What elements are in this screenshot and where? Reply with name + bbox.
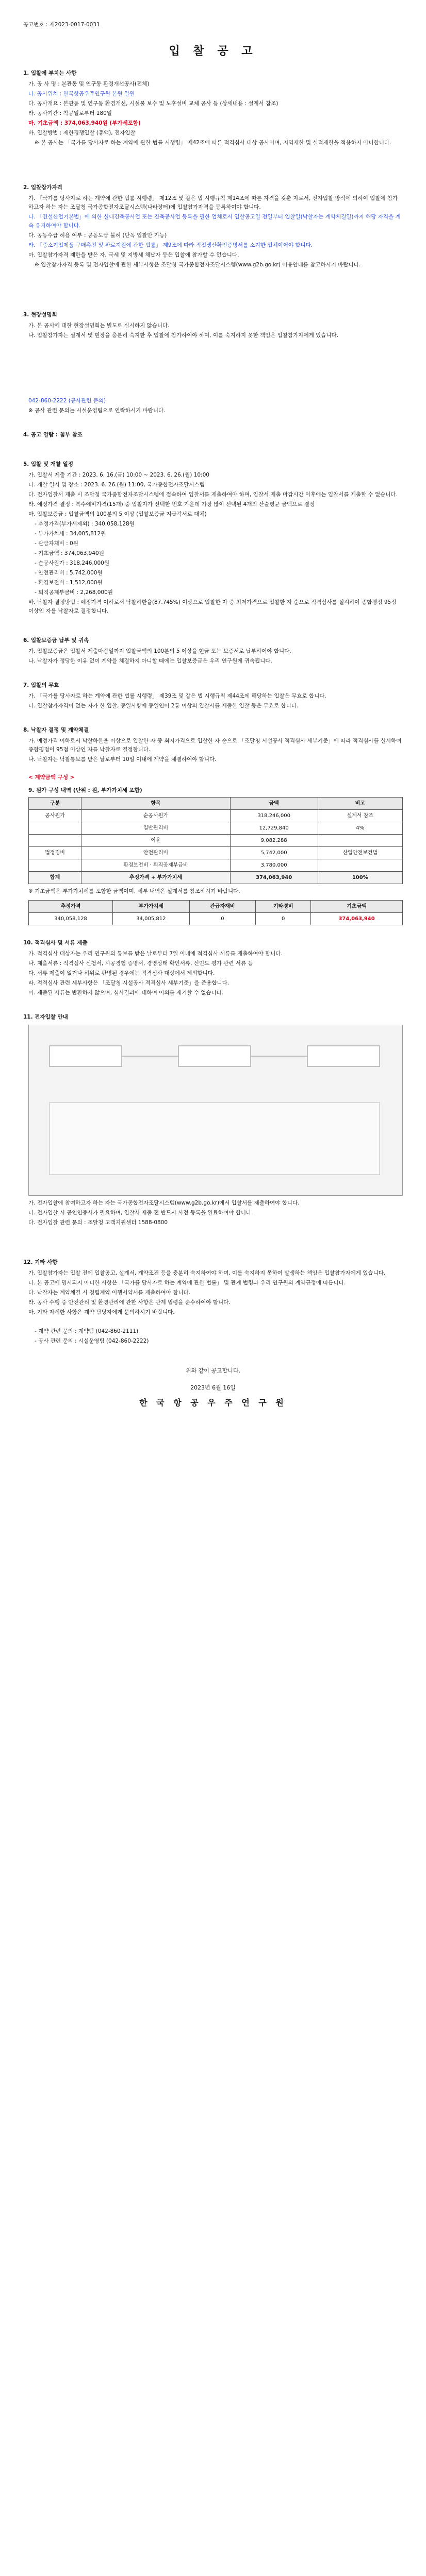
sec7-line: 가. 「국가를 당사자로 하는 계약에 관한 법률 시행령」 제39조 및 같은 법 시행규칙 제44조에 해당하는 입찰은 무효로 합니다.: [28, 693, 326, 699]
sec5-amount: - 추정가격(부가세제외) : 340,058,128원: [35, 521, 135, 527]
table-cell: 환경보전비 · 퇴직공제부금비: [81, 859, 230, 872]
table-row: [29, 847, 403, 859]
sec5-amount: - 퇴직공제부금비 : 2,268,000원: [35, 589, 113, 596]
summary-cell: 340,058,128: [29, 913, 113, 925]
section-12-title: 12. 기타 사항: [23, 1259, 58, 1265]
sec5-amount: - 부가가치세 : 34,005,812원: [35, 531, 106, 537]
section-2-title: 2. 입찰참가자격: [23, 184, 62, 191]
sec1-line: 다. 공사개요 : 본관동 및 연구동 환경개선, 시설물 보수 및 노후설비 교체 공사 등 (상세내용 : 설계서 참조): [28, 100, 278, 107]
section-7-title: 7. 입찰의 무효: [23, 682, 59, 688]
table-cell: 추정가격 + 부가가치세: [81, 872, 230, 884]
table-header: 구분: [29, 798, 81, 810]
sec12-contact: - 공사 관련 문의 : 시설운영팀 (042-860-2222): [35, 1338, 149, 1344]
sec2-line: 가. 「국가를 당사자로 하는 계약에 관한 법률 시행령」 제12조 및 같은 법 시행규칙 제14조에 따른 자격을 갖춘 자로서, 전자입찰 방식에 의하여 입찰에 참가하고자 하는 자는 조달청 국가종합전자조달시스템(나라장터)에 입찰참가자격을 등록하여야 합니다.: [28, 195, 398, 210]
section-4-title: 4. 공고 열람 : 첨부 참조: [23, 432, 83, 438]
table-row: [29, 835, 403, 847]
summary-cell: 0: [256, 913, 311, 925]
table-cell: 일반관리비: [81, 822, 230, 835]
table-cell: 합계: [29, 872, 81, 884]
sec5-amount: - 순공사원가 : 318,246,000원: [35, 560, 109, 566]
summary-cell: 34,005,812: [112, 913, 189, 925]
sec12-line: 라. 공사 수행 중 안전관리 및 환경관리에 관한 사항은 관계 법령을 준수하여야 합니다.: [28, 1299, 231, 1306]
sec11-line: 가. 전자입찰에 참여하고자 하는 자는 국가종합전자조달시스템(www.g2b.go.kr)에서 입찰서를 제출하여야 합니다.: [28, 1200, 300, 1206]
table-cell: 이윤: [81, 835, 230, 847]
sec1-line: 마. 기초금액 : 374,063,940원 (부가세포함): [28, 120, 141, 126]
section-1-title: 1. 입찰에 부치는 사항: [23, 70, 77, 76]
section-3-title: 3. 현장설명회: [23, 312, 57, 318]
sec3-line: 나. 입찰참가자는 설계서 및 현장을 충분히 숙지한 후 입찰에 참가하여야 하며, 이를 숙지하지 못한 책임은 입찰참가자에게 있습니다.: [28, 332, 338, 338]
cost-table: [28, 797, 403, 884]
summary-header: 관급자재비: [189, 901, 256, 913]
sec10-line: 마. 제출된 서류는 반환하지 않으며, 심사결과에 대하여 이의를 제기할 수 없습니다.: [28, 990, 224, 996]
sec5-line: 나. 개찰 일시 및 장소 : 2023. 6. 26.(월) 11:00, 국가종합전자조달시스템: [28, 482, 205, 488]
table-header-row: [29, 798, 403, 810]
cost-table-title: 9. 원가 구성 내역 (단위 : 원, 부가가치세 포함): [28, 787, 142, 793]
table-cell: [29, 859, 81, 872]
sec10-line: 라. 적격심사 관련 세부사항은 「조달청 시설공사 적격심사 세부기준」을 준용합니다.: [28, 980, 230, 986]
sec8-line: 가. 예정가격 이하로서 낙찰하한율 이상으로 입찰한 자 중 최저가격으로 입찰한 자 순으로 「조달청 시설공사 적격심사 세부기준」에 따라 적격심사를 실시하여 종합평점이 95점 이상인 자를 낙찰자로 결정합니다.: [28, 738, 402, 753]
sec2-line: 마. 입찰참가자격 제한을 받은 자, 국세 및 지방세 체납자 등은 입찰에 참가할 수 없습니다.: [28, 252, 239, 258]
table-cell: 100%: [318, 872, 402, 884]
table-cell: 순공사원가: [81, 810, 230, 822]
sec12-line: 나. 본 공고에 명시되지 아니한 사항은 「국가를 당사자로 하는 계약에 관한 법률」 및 관계 법령과 우리 연구원의 계약규정에 따릅니다.: [28, 1280, 346, 1286]
sec12-line: 가. 입찰참가자는 입찰 전에 입찰공고, 설계서, 계약조건 등을 충분히 숙지하여야 하며, 이를 숙지하지 못하여 발생하는 책임은 입찰참가자에게 있습니다.: [28, 1270, 386, 1276]
sec5-line: 다. 전자입찰서 제출 시 조달청 국가종합전자조달시스템에 접속하여 입찰서를 제출하여야 하며, 입찰서 제출 마감시간 이후에는 입찰서를 제출할 수 없습니다.: [28, 492, 398, 498]
summary-header: 기타경비: [256, 901, 311, 913]
table-cell: 안전관리비: [81, 847, 230, 859]
table-cell: 9,082,288: [230, 835, 318, 847]
sec1-line: 나. 공사위치 : 한국항공우주연구원 본원 일원: [28, 91, 135, 97]
sec5-line: 라. 예정가격 결정 : 복수예비가격(15개) 중 입찰자가 선택한 번호 가운데 가장 많이 선택된 4개의 산술평균 금액으로 결정: [28, 501, 315, 507]
table-cell: 설계서 참조: [318, 810, 402, 822]
table-row: [29, 822, 403, 835]
summary-header: 기초금액: [311, 901, 403, 913]
sec5-amount: - 관급자재비 : 0원: [35, 540, 78, 547]
organization-name: 한 국 항 공 우 주 연 구 원: [139, 1398, 287, 1408]
flowchart-image: [28, 1025, 403, 1196]
sec5-line: 가. 입찰서 제출 기간 : 2023. 6. 16.(금) 10:00 ~ 2023. 6. 26.(월) 10:00: [28, 472, 209, 478]
sec1-line: 라. 공사기간 : 착공일로부터 180일: [28, 110, 112, 116]
sec7-line: 나. 입찰참가자격이 없는 자가 한 입찰, 동일사항에 동일인이 2통 이상의 입찰서를 제출한 입찰 등은 무효로 합니다.: [28, 703, 299, 709]
table-header: 항목: [81, 798, 230, 810]
table-cell: [318, 859, 402, 872]
summary-cell: 0: [189, 913, 256, 925]
table-cell: 12,729,840: [230, 822, 318, 835]
sec12-contact: - 계약 관련 문의 : 계약팀 (042-860-2111): [35, 1328, 139, 1334]
table-cell: 3,780,000: [230, 859, 318, 872]
summary-cell: 374,063,940: [311, 913, 403, 925]
table-cell: 374,063,940: [230, 872, 318, 884]
sec5-amount: - 기초금액 : 374,063,940원: [35, 550, 104, 556]
sec6-line: 가. 입찰보증금은 입찰서 제출마감일까지 입찰금액의 100분의 5 이상을 현금 또는 보증서로 납부하여야 합니다.: [28, 648, 291, 654]
sec3-contact: 042-860-2222 (공사관련 문의): [28, 398, 106, 404]
sec11-line: 나. 전자입찰 시 공인인증서가 필요하며, 입찰서 제출 전 반드시 사전 등록을 완료하여야 합니다.: [28, 1210, 253, 1216]
sec1-note: ※ 본 공사는 「국가를 당사자로 하는 계약에 관한 법률 시행령」 제42조에 따른 적격심사 대상 공사이며, 지역제한 및 실적제한을 적용하지 아니합니다.: [35, 140, 391, 146]
summary-header: 부가가치세: [112, 901, 189, 913]
table-header: 금액: [230, 798, 318, 810]
summary-table: [28, 900, 403, 925]
sec11-line: 다. 전자입찰 관련 문의 : 조달청 고객지원센터 1588-0800: [28, 1219, 168, 1226]
sec5-amount: - 환경보전비 : 1,512,000원: [35, 580, 103, 586]
section-8-title: 8. 낙찰자 결정 및 계약체결: [23, 727, 89, 733]
sec8-table-caption: < 계약금액 구성 >: [28, 774, 75, 781]
sec12-line: 마. 기타 자세한 사항은 계약 담당자에게 문의하시기 바랍니다.: [28, 1309, 175, 1315]
table-cell: [29, 835, 81, 847]
sec2-line: 나. 「건설산업기본법」에 의한 실내건축공사업 또는 건축공사업 등록을 필한 업체로서 입찰공고일 전일부터 입찰일(낙찰자는 계약체결일)까지 해당 자격을 계속 유지하여야 합니다.: [28, 214, 401, 229]
table-header: 비고: [318, 798, 402, 810]
section-11-title: 11. 전자입찰 안내: [23, 1014, 68, 1020]
closing-note: 위와 같이 공고합니다.: [185, 1367, 241, 1374]
sec10-line: 다. 서류 제출이 없거나 허위로 판명된 경우에는 적격심사 대상에서 제외합니다.: [28, 970, 215, 976]
sec2-note: ※ 입찰참가자격 등록 및 전자입찰에 관한 세부사항은 조달청 국가종합전자조달시스템(www.g2b.go.kr) 이용안내를 참고하시기 바랍니다.: [35, 262, 361, 268]
sec1-line: 가. 공 사 명 : 본관동 및 연구동 환경개선공사(전체): [28, 81, 150, 87]
summary-header: 추정가격: [29, 901, 113, 913]
table-cell: 4%: [318, 822, 402, 835]
table-cell: 5,742,000: [230, 847, 318, 859]
table-cell: [318, 835, 402, 847]
sec8-line: 나. 낙찰자는 낙찰통보를 받은 날로부터 10일 이내에 계약을 체결하여야 합니다.: [28, 756, 217, 762]
section-10-title: 10. 적격심사 및 서류 제출: [23, 940, 88, 946]
summary-header-row: [29, 901, 403, 913]
notice-date: 2023년 6월 16일: [190, 1384, 236, 1391]
table-cell: 318,246,000: [230, 810, 318, 822]
notice-number: 공고번호 : 제2023-0017-0031: [23, 22, 100, 28]
sec2-line: 다. 공동수급 허용 여부 : 공동도급 불허 (단독 입찰만 가능): [28, 232, 167, 239]
table-row: [29, 810, 403, 822]
table-cell: 법정경비: [29, 847, 81, 859]
sec5-amount: - 안전관리비 : 5,742,000원: [35, 570, 103, 576]
sec3-line: 가. 본 공사에 대한 현장설명회는 별도로 실시하지 않습니다.: [28, 323, 170, 329]
table-row: [29, 859, 403, 872]
sec3-contact-note: ※ 공사 관련 문의는 시설운영팀으로 연락하시기 바랍니다.: [28, 408, 166, 414]
sec10-line: 가. 적격심사 대상자는 우리 연구원의 통보를 받은 날로부터 7일 이내에 적격심사 서류를 제출하여야 합니다.: [28, 951, 283, 957]
sec8-table-note: ※ 기초금액은 부가가치세를 포함한 금액이며, 세부 내역은 설계서를 참조하시기 바랍니다.: [28, 888, 240, 894]
table-cell: 산업안전보건법: [318, 847, 402, 859]
notice-document: [23, 21, 403, 1407]
table-cell: 공사원가: [29, 810, 81, 822]
table-cell: [29, 822, 81, 835]
summary-row: [29, 913, 403, 925]
sec6-line: 나. 낙찰자가 정당한 이유 없이 계약을 체결하지 아니할 때에는 입찰보증금은 우리 연구원에 귀속됩니다.: [28, 658, 272, 664]
table-row: [29, 872, 403, 884]
section-6-title: 6. 입찰보증금 납부 및 귀속: [23, 637, 89, 643]
sec10-line: 나. 제출서류 : 적격심사 신청서, 시공경험 증명서, 경영상태 확인서류, 신인도 평가 관련 서류 등: [28, 960, 253, 967]
flowchart-graphic: [29, 1025, 403, 1195]
page-title: 입 찰 공 고: [169, 45, 257, 58]
sec5-tail: 바. 낙찰자 결정방법 : 예정가격 이하로서 낙찰하한율(87.745%) 이상으로 입찰한 자 중 최저가격으로 입찰한 자 순으로 적격심사를 실시하여 종합평점 95점 이상인 자를 낙찰자로 결정합니다.: [28, 599, 397, 614]
sec12-line: 다. 낙찰자는 계약체결 시 청렴계약 이행서약서를 제출하여야 합니다.: [28, 1290, 191, 1296]
sec5-line: 마. 입찰보증금 : 입찰금액의 100분의 5 이상 (입찰보증금 지급각서로 대체): [28, 511, 207, 517]
section-5-title: 5. 입찰 및 개찰 일정: [23, 461, 73, 467]
sec1-line: 바. 입찰방법 : 제한경쟁입찰 (총액), 전자입찰: [28, 130, 136, 136]
sec2-line: 라. 「중소기업제품 구매촉진 및 판로지원에 관한 법률」 제9조에 따라 직접생산확인증명서를 소지한 업체이어야 합니다.: [28, 242, 313, 248]
